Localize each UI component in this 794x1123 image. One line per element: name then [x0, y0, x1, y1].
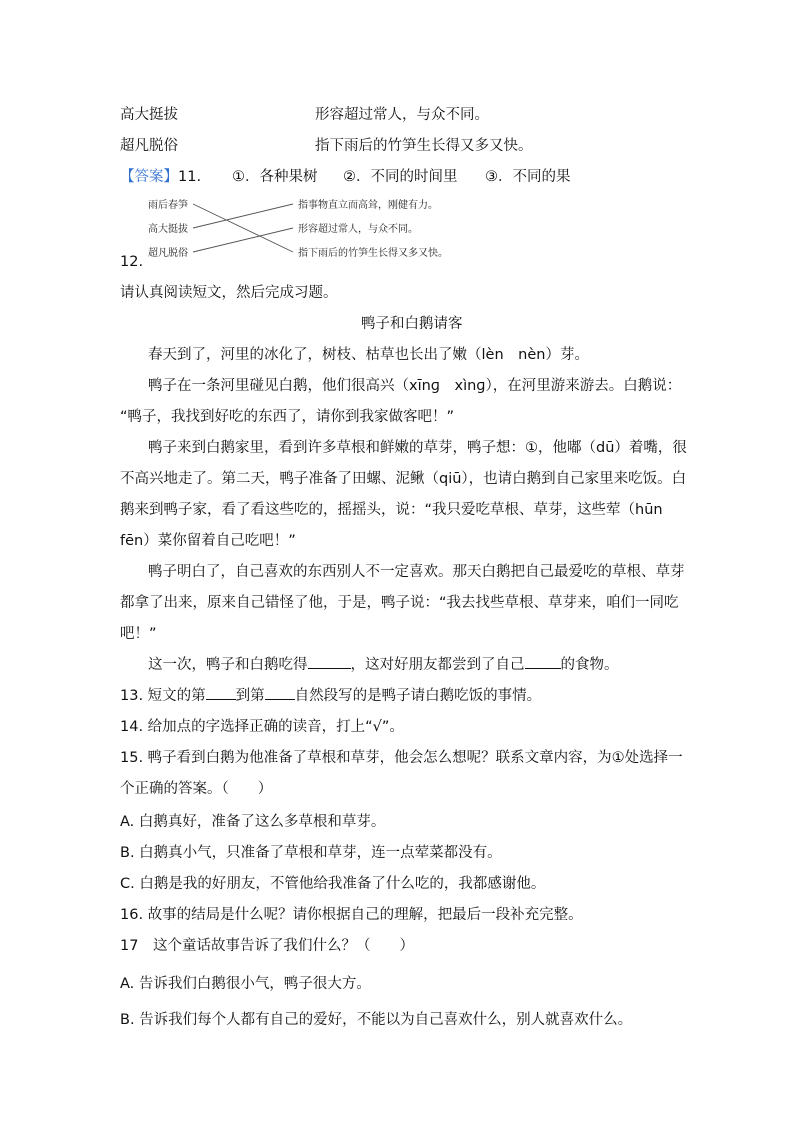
diagram-right-1: 指事物直立而高耸，刚健有力。 — [298, 200, 438, 211]
q13-blank-1[interactable] — [206, 686, 236, 700]
story-p4a: 鸭子明白了，自己喜欢的东西别人不一定喜欢。那天白鹅把自己最爱吃的草根、草芽 — [148, 564, 685, 580]
diagram-right-2: 形容超过常人，与众不同。 — [298, 224, 418, 235]
q13 — [120, 684, 541, 705]
story-p5 — [148, 653, 619, 674]
match-line-1 — [193, 204, 293, 252]
blank-2[interactable] — [525, 655, 561, 669]
q12-label: 12. — [120, 254, 144, 270]
match-left-1: 高大挺拔 — [120, 107, 178, 123]
blank-1[interactable] — [308, 655, 351, 669]
diagram-left-3: 超凡脱俗 — [148, 248, 188, 259]
instruction: 请认真阅读短文，然后完成习题。 — [120, 285, 338, 301]
q15-option-c: C. 白鹅是我的好朋友，不管他给我准备了什么吃的，我都感谢他。 — [120, 876, 546, 892]
story-p4c: 吧！” — [120, 626, 157, 642]
q13-pre: 13. 短文的第 — [120, 688, 206, 704]
story-title: 鸭子和白鹅请客 — [361, 316, 463, 332]
q15a: 15. 鸭子看到白鹅为他准备了草根和草芽，他会怎么想呢？联系文章内容，为①处选择一 — [120, 750, 683, 766]
q13-end: 自然段写的是鸭子请白鹅吃饭的事情。 — [294, 688, 542, 704]
story-p3c: 鹅来到鸭子家，看了看这些吃的，摇摇头，说：“我只爱吃草根、草芽，这些荤（hūn — [120, 502, 663, 518]
q17: 17 这个童话故事告诉了我们什么？（ ） — [120, 938, 414, 954]
diagram-right-3: 指下雨后的竹笋生长得又多又快。 — [298, 248, 448, 259]
match-right-1: 形容超过常人，与众不同。 — [315, 107, 489, 123]
answer-tag: 【答案】 — [120, 169, 178, 185]
story-p5-mid: ，这对好朋友都尝到了自己 — [350, 657, 525, 673]
q14: 14. 给加点的字选择正确的读音，打上“√”。 — [120, 719, 404, 735]
answer-item-1: ①．各种果树 — [232, 169, 318, 185]
q13-blank-2[interactable] — [265, 686, 295, 700]
q13-mid: 到第 — [235, 688, 265, 704]
answer-item-3: ③．不同的果 — [485, 169, 571, 185]
q15-option-a: A. 白鹅真好，准备了这么多草根和草芽。 — [120, 814, 386, 830]
q17-option-b: B. 告诉我们每个人都有自己的爱好，不能以为自己喜欢什么，别人就喜欢什么。 — [120, 1012, 633, 1028]
diagram-left-1: 雨后春笋 — [148, 200, 188, 211]
answer-item-2: ②．不同的时间里 — [343, 169, 458, 185]
story-p4b: 都拿了出来，原来自己错怪了他，于是，鸭子说：“我去找些草根、草芽来，咱们一同吃 — [120, 595, 679, 611]
story-p3a: 鸭子来到白鹅家里，看到许多草根和鲜嫩的草芽，鸭子想：①，他嘟（dū）着嘴，很 — [148, 440, 687, 456]
story-p3b: 不高兴地走了。第二天，鸭子准备了田螺、泥鳅（qiū），也请白鹅到自己家里来吃饭。白 — [120, 471, 687, 487]
match-right-2: 指下雨后的竹笋生长得又多又快。 — [315, 138, 533, 154]
story-p2a: 鸭子在一条河里碰见白鹅，他们很高兴（xīnɡ xìnɡ），在河里游来游去。白鹅说： — [148, 378, 682, 394]
diagram-left-2: 高大挺拔 — [148, 224, 188, 235]
matching-diagram — [148, 196, 468, 262]
answer-qnum: 11. — [178, 169, 202, 185]
story-p5-pre: 这一次，鸭子和白鹅吃得 — [148, 657, 308, 673]
q15b: 个正确的答案。（ ） — [120, 781, 273, 797]
q17-option-a: A. 告诉我们白鹅很小气，鸭子很大方。 — [120, 976, 371, 992]
story-p3d: fēn）菜你留着自己吃吧！” — [120, 533, 296, 549]
answer-line — [120, 165, 201, 186]
q16: 16. 故事的结局是什么呢？请你根据自己的理解，把最后一段补充完整。 — [120, 907, 583, 923]
match-line-2 — [193, 204, 293, 228]
story-p2b: “鸭子，我找到好吃的东西了，请你到我家做客吧！” — [120, 409, 455, 425]
match-line-3 — [193, 228, 293, 252]
story-p5-end: 的食物。 — [560, 657, 619, 673]
match-left-2: 超凡脱俗 — [120, 138, 178, 154]
story-p1: 春天到了，河里的冰化了，树枝、枯草也长出了嫩（lèn nèn）芽。 — [148, 347, 589, 363]
q15-option-b: B. 白鹅真小气，只准备了草根和草芽，连一点荤菜都没有。 — [120, 845, 502, 861]
